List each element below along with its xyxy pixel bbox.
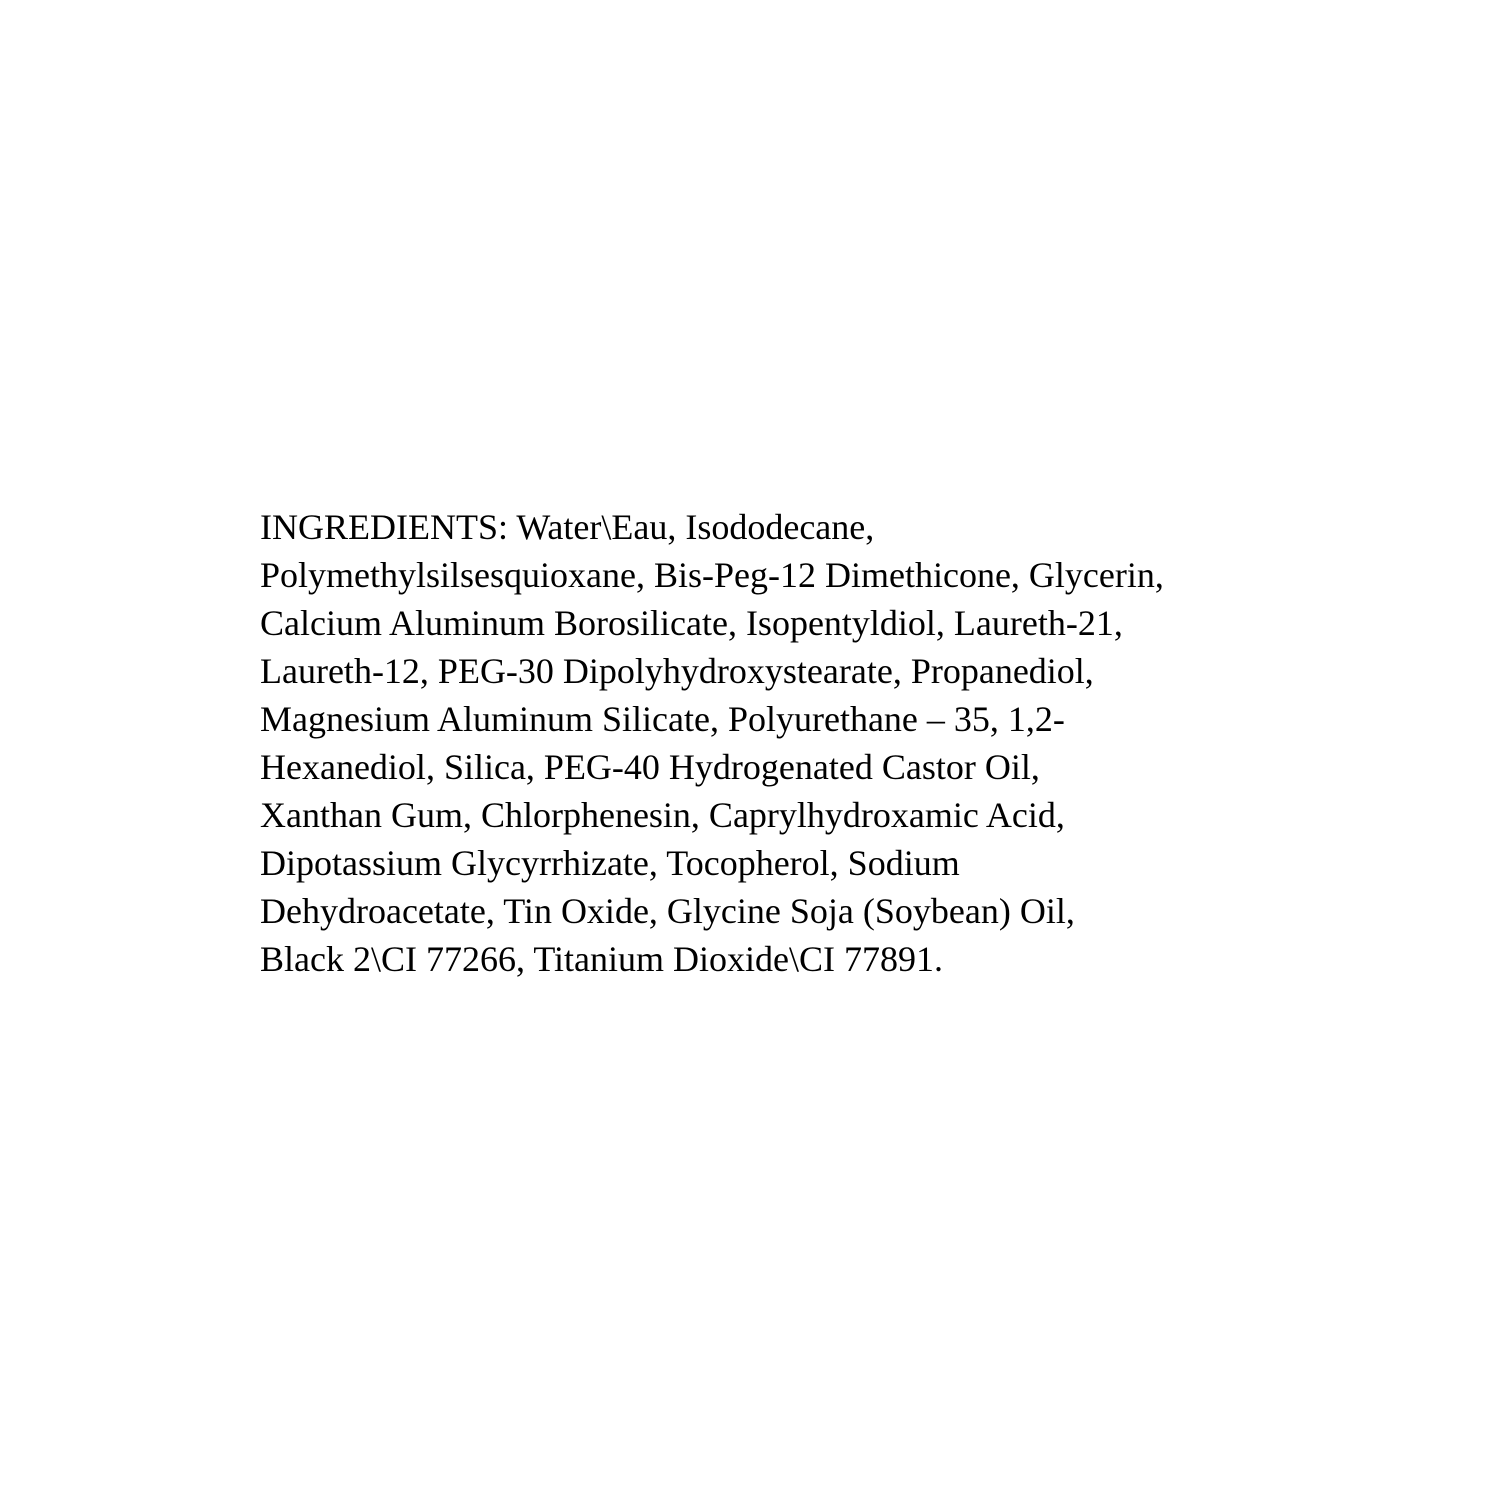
ingredients-line: Magnesium Aluminum Silicate, Polyurethane – 35, 1,2-	[260, 699, 1065, 739]
ingredients-line: Polymethylsilsesquioxane, Bis-Peg-12 Dimethicone, Glycerin,	[260, 555, 1164, 595]
ingredients-line: Laureth-12, PEG-30 Dipolyhydroxystearate, Propanediol,	[260, 651, 1094, 691]
ingredients-line: INGREDIENTS: Water\Eau, Isododecane,	[260, 507, 875, 547]
ingredients-line: Xanthan Gum, Chlorphenesin, Caprylhydroxamic Acid,	[260, 795, 1065, 835]
ingredients-line: Dehydroacetate, Tin Oxide, Glycine Soja (Soybean) Oil,	[260, 891, 1075, 931]
ingredients-text-block	[260, 503, 1270, 983]
ingredients-line: Black 2\CI 77266, Titanium Dioxide\CI 77891.	[260, 939, 944, 979]
ingredients-line: Hexanediol, Silica, PEG-40 Hydrogenated Castor Oil,	[260, 747, 1040, 787]
ingredients-line: Calcium Aluminum Borosilicate, Isopentyldiol, Laureth-21,	[260, 603, 1123, 643]
ingredients-line: Dipotassium Glycyrrhizate, Tocopherol, Sodium	[260, 843, 960, 883]
